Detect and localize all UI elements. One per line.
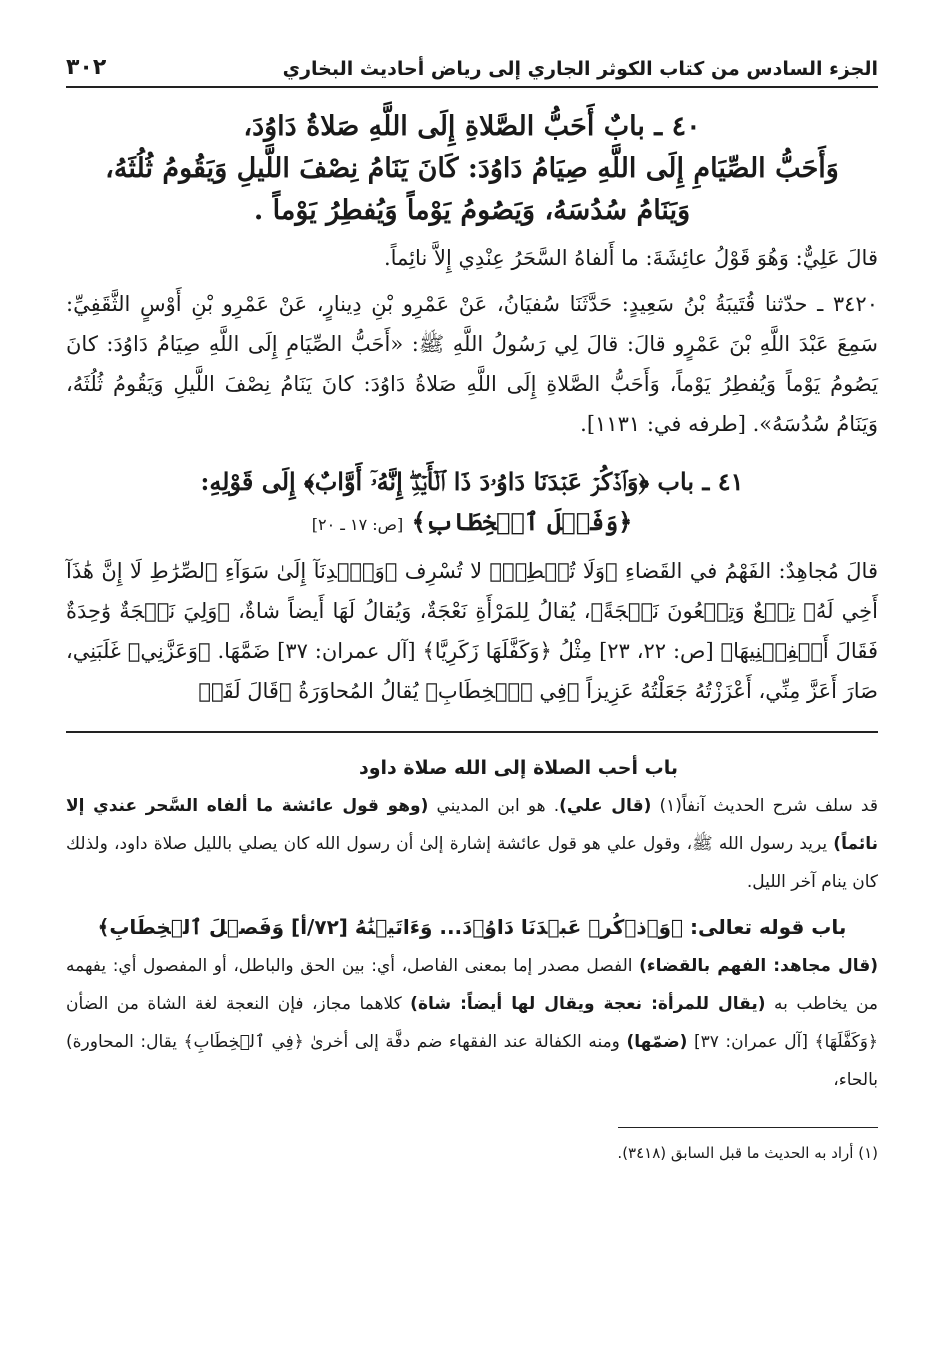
chapter-40-line1: ٤٠ ـ بابٌ أَحَبُّ الصَّلاةِ إِلَى اللَّهِ صَلاةُ دَاوُدَ، — [243, 111, 701, 142]
commentary-title-2: باب قوله تعالى: ﴿وَٱذۡكُرۡ عَبۡدَنَا دَاوُۥدَ... وَءَاتَيۡنَٰهُ [٧٢/أ] وَفَصۡلَ ٱلۡخِطَابِ﴾ — [97, 915, 847, 939]
commentary-quote: (ضمّها) — [626, 1032, 688, 1052]
chapter-41-line1: ٤١ ـ باب ﴿وَٱذۡكُرۡ عَبۡدَنَا دَاوُۥدَ ذَا ٱلۡأَيۡدِۖ إِنَّهُۥٓ أَوَّابٌ﴾ إِلَى قَوْلِهِ: — [200, 467, 744, 496]
chapter-41-heading — [66, 462, 878, 545]
book-title: الجزء السادس من كتاب الكوثر الجاري إلى رياض أحاديث البخاري — [282, 58, 878, 80]
header-rule — [66, 86, 878, 88]
page — [66, 40, 878, 1162]
qala-ali-text: قالَ عَلِيٌّ: وَهُوَ قَوْلُ عائِشَةَ: ما أَلفاهُ السَّحَرُ عِنْدِي إِلاَّ نائِماً. — [383, 246, 878, 270]
commentary-text: الفصل مصدر إما بمعنى الفاصل، أي: بين الحق والباطل، أو المفصول أي: يفهمه من يخاطب به — [66, 956, 879, 1014]
commentary-text: قد سلف شرح الحديث آنفاً(١) — [651, 796, 878, 816]
footnote: (١) أراد به الحديث ما قبل السابق (٣٤١٨). — [617, 1144, 878, 1162]
page-number: ٣٠٢ — [66, 55, 107, 80]
commentary-text: كلاهما مجاز، فإن النعجة لغة الشاة من الضأن ﴿وَكَفَّلَهَا﴾ [آل عمران: ٣٧] — [66, 994, 878, 1052]
hadith-3420: ٣٤٢٠ ـ حدّثنا قُتَيبَةُ بْنُ سَعِيدٍ: حَدَّثَنَا سُفيَانُ، عَنْ عَمْرِو بْنِ دِينارٍ، عَنْ عَمْرِو بْنِ أَوْسٍ الثَّقَفِيِّ: سَمِعَ عَبْدَ اللَّهِ بْنَ عَمْرٍو قالَ: قالَ لِي رَسُولُ اللَّهِ ﷺ: «أَحَبُّ الصِّيَامِ إِلَى اللَّهِ صِيَامُ دَاوُدَ: كانَ يَصُومُ يَوْماً وَيُفطِرُ يَوْماً، وَأَحَبُّ الصَّلاةِ إِلَى اللَّهِ صَلاةُ دَاوُدَ: كانَ يَنَامُ نِصْفَ اللَّيلِ وَيَقُومُ ثُلُثَهُ، وَيَنَامُ سُدُسَهُ». [طرفه في: ١١٣١]. — [66, 292, 878, 436]
qala-mujahid-text: قالَ مُجاهِدٌ: الفَهْمُ في القَضاءِ ﴿وَلَا تُشۡطِطۡ﴾ لا تُسْرِف ﴿وَٱهۡدِنَآ إِلَىٰ سَوَآءِ ٱلصِّرَٰطِ لَا إِنَّ هَٰذَآ أَخِي لَهُۥ تِسۡعٌ وَتِسۡعُونَ نَعۡجَةً﴾، يُقالُ لِلمَرْأَةِ نَعْجَةٌ، وَيُقالُ لَهَا أَيضاً شاةٌ، ﴿وَلِيَ نَعۡجَةٌ وَٰحِدَةٌ فَقَالَ أَكۡفِلۡنِيهَا﴾ [ص: ٢٢، ٢٣] مِثْلُ ﴿وَكَفَّلَهَا زَكَرِيَّا﴾ [آل عمران: ٣٧] ضَمَّهَا. ﴿وَعَزَّنِي﴾ غَلَبَنِي، صَارَ أَعَزَّ مِنِّي، أَعْزَزْتُهُ جَعَلْتُهُ عَزِيزاً ﴿فِي ٱلۡخِطَابِ﴾ يُقالُ المُحاوَرَةُ ﴿قَالَ لَقَدۡ — [66, 559, 878, 703]
commentary-text: . هو ابن المديني — [428, 796, 560, 816]
commentary-divider — [66, 731, 878, 733]
chapter-41-ref: [ص: ١٧ ـ ٢٠] — [311, 515, 404, 534]
chapter-40-heading — [66, 106, 878, 232]
chapter-41-verse: ﴿وَفَصۡلَ ٱلۡخِطَابِ﴾ — [411, 507, 633, 536]
commentary-quote: (قال علي) — [559, 796, 652, 816]
chapter-40-line3: وَيَنَامُ سُدُسَهُ، وَيَصُومُ يَوْماً وَيُفطِرُ يَوْماً . — [253, 195, 691, 226]
chapter-40-line2: وَأَحَبُّ الصِّيَامِ إِلَى اللَّهِ صِيَامُ دَاوُدَ: كَانَ يَنَامُ نِصْفَ اللَّيلِ وَيَقُومُ ثُلُثَهُ، — [105, 153, 839, 184]
commentary-quote: (يقال للمرأة: نعجة ويقال لها أيضاً: شاة) — [410, 994, 766, 1014]
commentary-para-1 — [66, 787, 878, 901]
commentary-quote: (قال مجاهد: الفهم بالقضاء) — [639, 956, 878, 976]
commentary-para-2 — [66, 947, 878, 1099]
commentary-text: ومنه الكفالة عند الفقهاء ضم دفَّة إلى أخرىٰ ﴿فِي ٱلۡخِطَابِ﴾ يقال: المحاورة) بالحاء، — [66, 1032, 878, 1090]
commentary-text: يريد رسول الله ﷺ، وقول علي هو قول عائشة إشارة إلىٰ أن رسول الله كان يصلي بالليل صلاة داود، ولذلك كان ينام آخر الليل. — [66, 834, 878, 892]
running-header — [66, 40, 878, 80]
chapter-41-line2 — [66, 502, 878, 545]
commentary-title-1: باب أحب الصلاة إلى الله صلاة داود — [358, 757, 678, 779]
commentary-quote: (وهو قول عائشة ما ألفاه السَّحر عندي إلا نائماً) — [66, 796, 878, 854]
footnote-rule — [618, 1127, 878, 1128]
